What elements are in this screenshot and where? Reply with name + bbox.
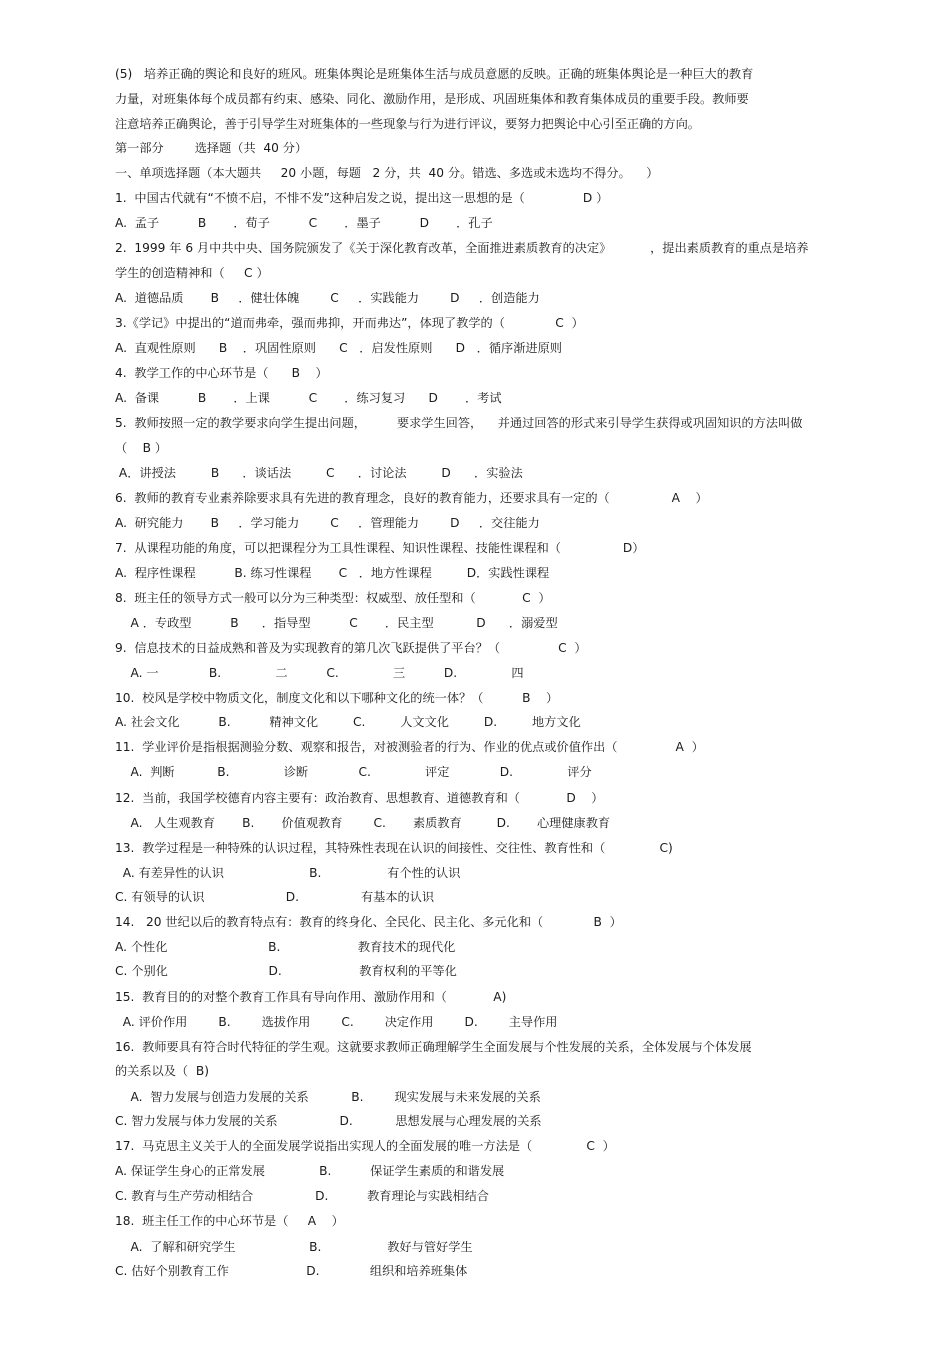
text-line-l46: C. 教育与生产劳动相结合 D. 教育理论与实践相结合 — [115, 1189, 489, 1203]
text-line-l37: C. 个别化 D. 教育权利的平等化 — [115, 964, 457, 978]
text-line-l03: 注意培养正确舆论，善于引导学生对班集体的一些现象与行为进行评议，要努力把舆论中心引至正确的方向。 — [115, 117, 700, 131]
text-line-l10: A. 道德品质 B ．健壮体魄 C ．实践能力 D ．创造能力 — [115, 291, 540, 305]
text-line-l34: C. 有领导的认识 D. 有基本的认识 — [115, 890, 435, 904]
text-line-l41: 的关系以及（ B) — [115, 1064, 209, 1078]
text-line-l32: 13. 教学过程是一种特殊的认识过程，其特殊性表现在认识的间接性、交往性、教育性和（ C) — [115, 841, 673, 855]
text-line-l02: 力量，对班集体每个成员都有约束、感染、同化、激励作用，是形成、巩固班集体和教育集体成员的重要手段。教师要 — [115, 92, 749, 106]
text-line-l18: 6. 教师的教育专业素养除要求具有先进的教育理念，良好的教育能力，还要求具有一定的（ A ） — [115, 491, 708, 505]
text-line-l48: A. 了解和研究学生 B. 教好与管好学生 — [115, 1240, 473, 1254]
text-line-l40: 16. 教师要具有符合时代特征的学生观。这就要求教师正确理解学生全面发展与个性发展的关系，全体发展与个体发展 — [115, 1040, 752, 1054]
text-line-l15: 5. 教师按照一定的教学要求向学生提出问题， 要求学生回答， 并通过回答的形式来引导学生获得或巩固知识的方法叫做 — [115, 416, 803, 430]
text-line-l24: 9. 信息技术的日益成熟和普及为实现教育的第几次飞跃提供了平台？（ C ） — [115, 641, 587, 655]
text-line-l31: A. 人生观教育 B. 价值观教育 C. 素质教育 D. 心理健康教育 — [115, 816, 611, 830]
text-line-l44: 17. 马克思主义关于人的全面发展学说指出实现人的全面发展的唯一方法是（ C ） — [115, 1139, 615, 1153]
text-line-l12: A. 直观性原则 B ．巩固性原则 C ．启发性原则 D ．循序渐进原则 — [115, 341, 562, 355]
text-line-l16: （ B ） — [115, 441, 168, 455]
text-line-l36: A. 个性化 B. 教育技术的现代化 — [115, 940, 456, 954]
text-line-l49: C. 估好个别教育工作 D. 组织和培养班集体 — [115, 1264, 468, 1278]
text-line-l33: A. 有差异性的认识 B. 有个性的认识 — [115, 866, 461, 880]
text-line-l07: A. 孟子 B ．荀子 C ．墨子 D ．孔子 — [115, 216, 493, 230]
text-line-l13: 4. 教学工作的中心环节是（ B ） — [115, 366, 328, 380]
text-line-l38: 15. 教育目的的对整个教育工作具有导向作用、激励作用和（ A) — [115, 990, 507, 1004]
text-line-l09: 学生的创造精神和（ C ） — [115, 266, 269, 280]
text-line-l14: A. 备课 B ．上课 C ．练习复习 D ．考试 — [115, 391, 502, 405]
text-line-l30: 12. 当前，我国学校德育内容主要有：政治教育、思想教育、道德教育和（ D ） — [115, 791, 604, 805]
text-line-l23: A ．专政型 B ．指导型 C ．民主型 D ．溺爱型 — [115, 616, 558, 630]
text-line-l04: 第一部分 选择题（共 40 分） — [115, 141, 308, 155]
text-line-l20: 7. 从课程功能的角度，可以把课程分为工具性课程、知识性课程、技能性课程和（ D） — [115, 541, 645, 555]
text-line-l19: A. 研究能力 B ．学习能力 C ．管理能力 D ．交往能力 — [115, 516, 540, 530]
text-line-l26: 10. 校风是学校中物质文化，制度文化和以下哪种文化的统一体？（ B ） — [115, 691, 559, 705]
text-line-l29: A. 判断 B. 诊断 C. 评定 D. 评分 — [115, 765, 592, 779]
text-line-l42: A. 智力发展与创造力发展的关系 B. 现实发展与未来发展的关系 — [115, 1090, 541, 1104]
text-line-l43: C. 智力发展与体力发展的关系 D. 思想发展与心理发展的关系 — [115, 1114, 542, 1128]
text-line-l17: A．讲授法 B ．谈话法 C ．讨论法 D ．实验法 — [115, 466, 523, 480]
text-line-l06: 1. 中国古代就有“不愤不启，不悱不发”这种启发之说，提出这一思想的是（ D ） — [115, 191, 609, 205]
text-line-l22: 8. 班主任的领导方式一般可以分为三种类型：权威型、放任型和（ C ） — [115, 591, 551, 605]
text-line-l47: 18. 班主任工作的中心环节是（ A ） — [115, 1214, 344, 1228]
text-line-l08: 2. 1999 年 6 月中共中央、国务院颁发了《关于深化教育改革，全面推进素质教育的决定》 ，提出素质教育的重点是培养 — [115, 241, 809, 255]
text-line-l35: 14. 20 世纪以后的教育特点有：教育的终身化、全民化、民主化、多元化和（ B ） — [115, 915, 622, 929]
text-line-l45: A. 保证学生身心的正常发展 B. 保证学生素质的和谐发展 — [115, 1164, 505, 1178]
text-line-l21: A. 程序性课程 B. 练习性课程 C ．地方性课程 D．实践性课程 — [115, 566, 550, 580]
text-line-l28: 11. 学业评价是指根据测验分数、观察和报告，对被测验者的行为、作业的优点或价值作出（ A ） — [115, 740, 704, 754]
text-line-l25: A. 一 B. 二 C. 三 D. 四 — [115, 666, 524, 680]
text-line-l01: (5) 培养正确的舆论和良好的班风。班集体舆论是班集体生活与成员意愿的反映。正确的班集体舆论是一种巨大的教育 — [115, 67, 754, 81]
text-line-l05: 一、单项选择题（本大题共 20 小题，每题 2 分，共 40 分。错选、多选或未选均不得分。 ） — [115, 166, 659, 180]
text-line-l39: A. 评价作用 B. 选拔作用 C. 决定作用 D. 主导作用 — [115, 1015, 558, 1029]
text-line-l11: 3.《学记》中提出的“道而弗牵，强而弗抑，开而弗达”，体现了教学的（ C ） — [115, 316, 584, 330]
text-line-l27: A. 社会文化 B. 精神文化 C. 人文文化 D. 地方文化 — [115, 715, 581, 729]
